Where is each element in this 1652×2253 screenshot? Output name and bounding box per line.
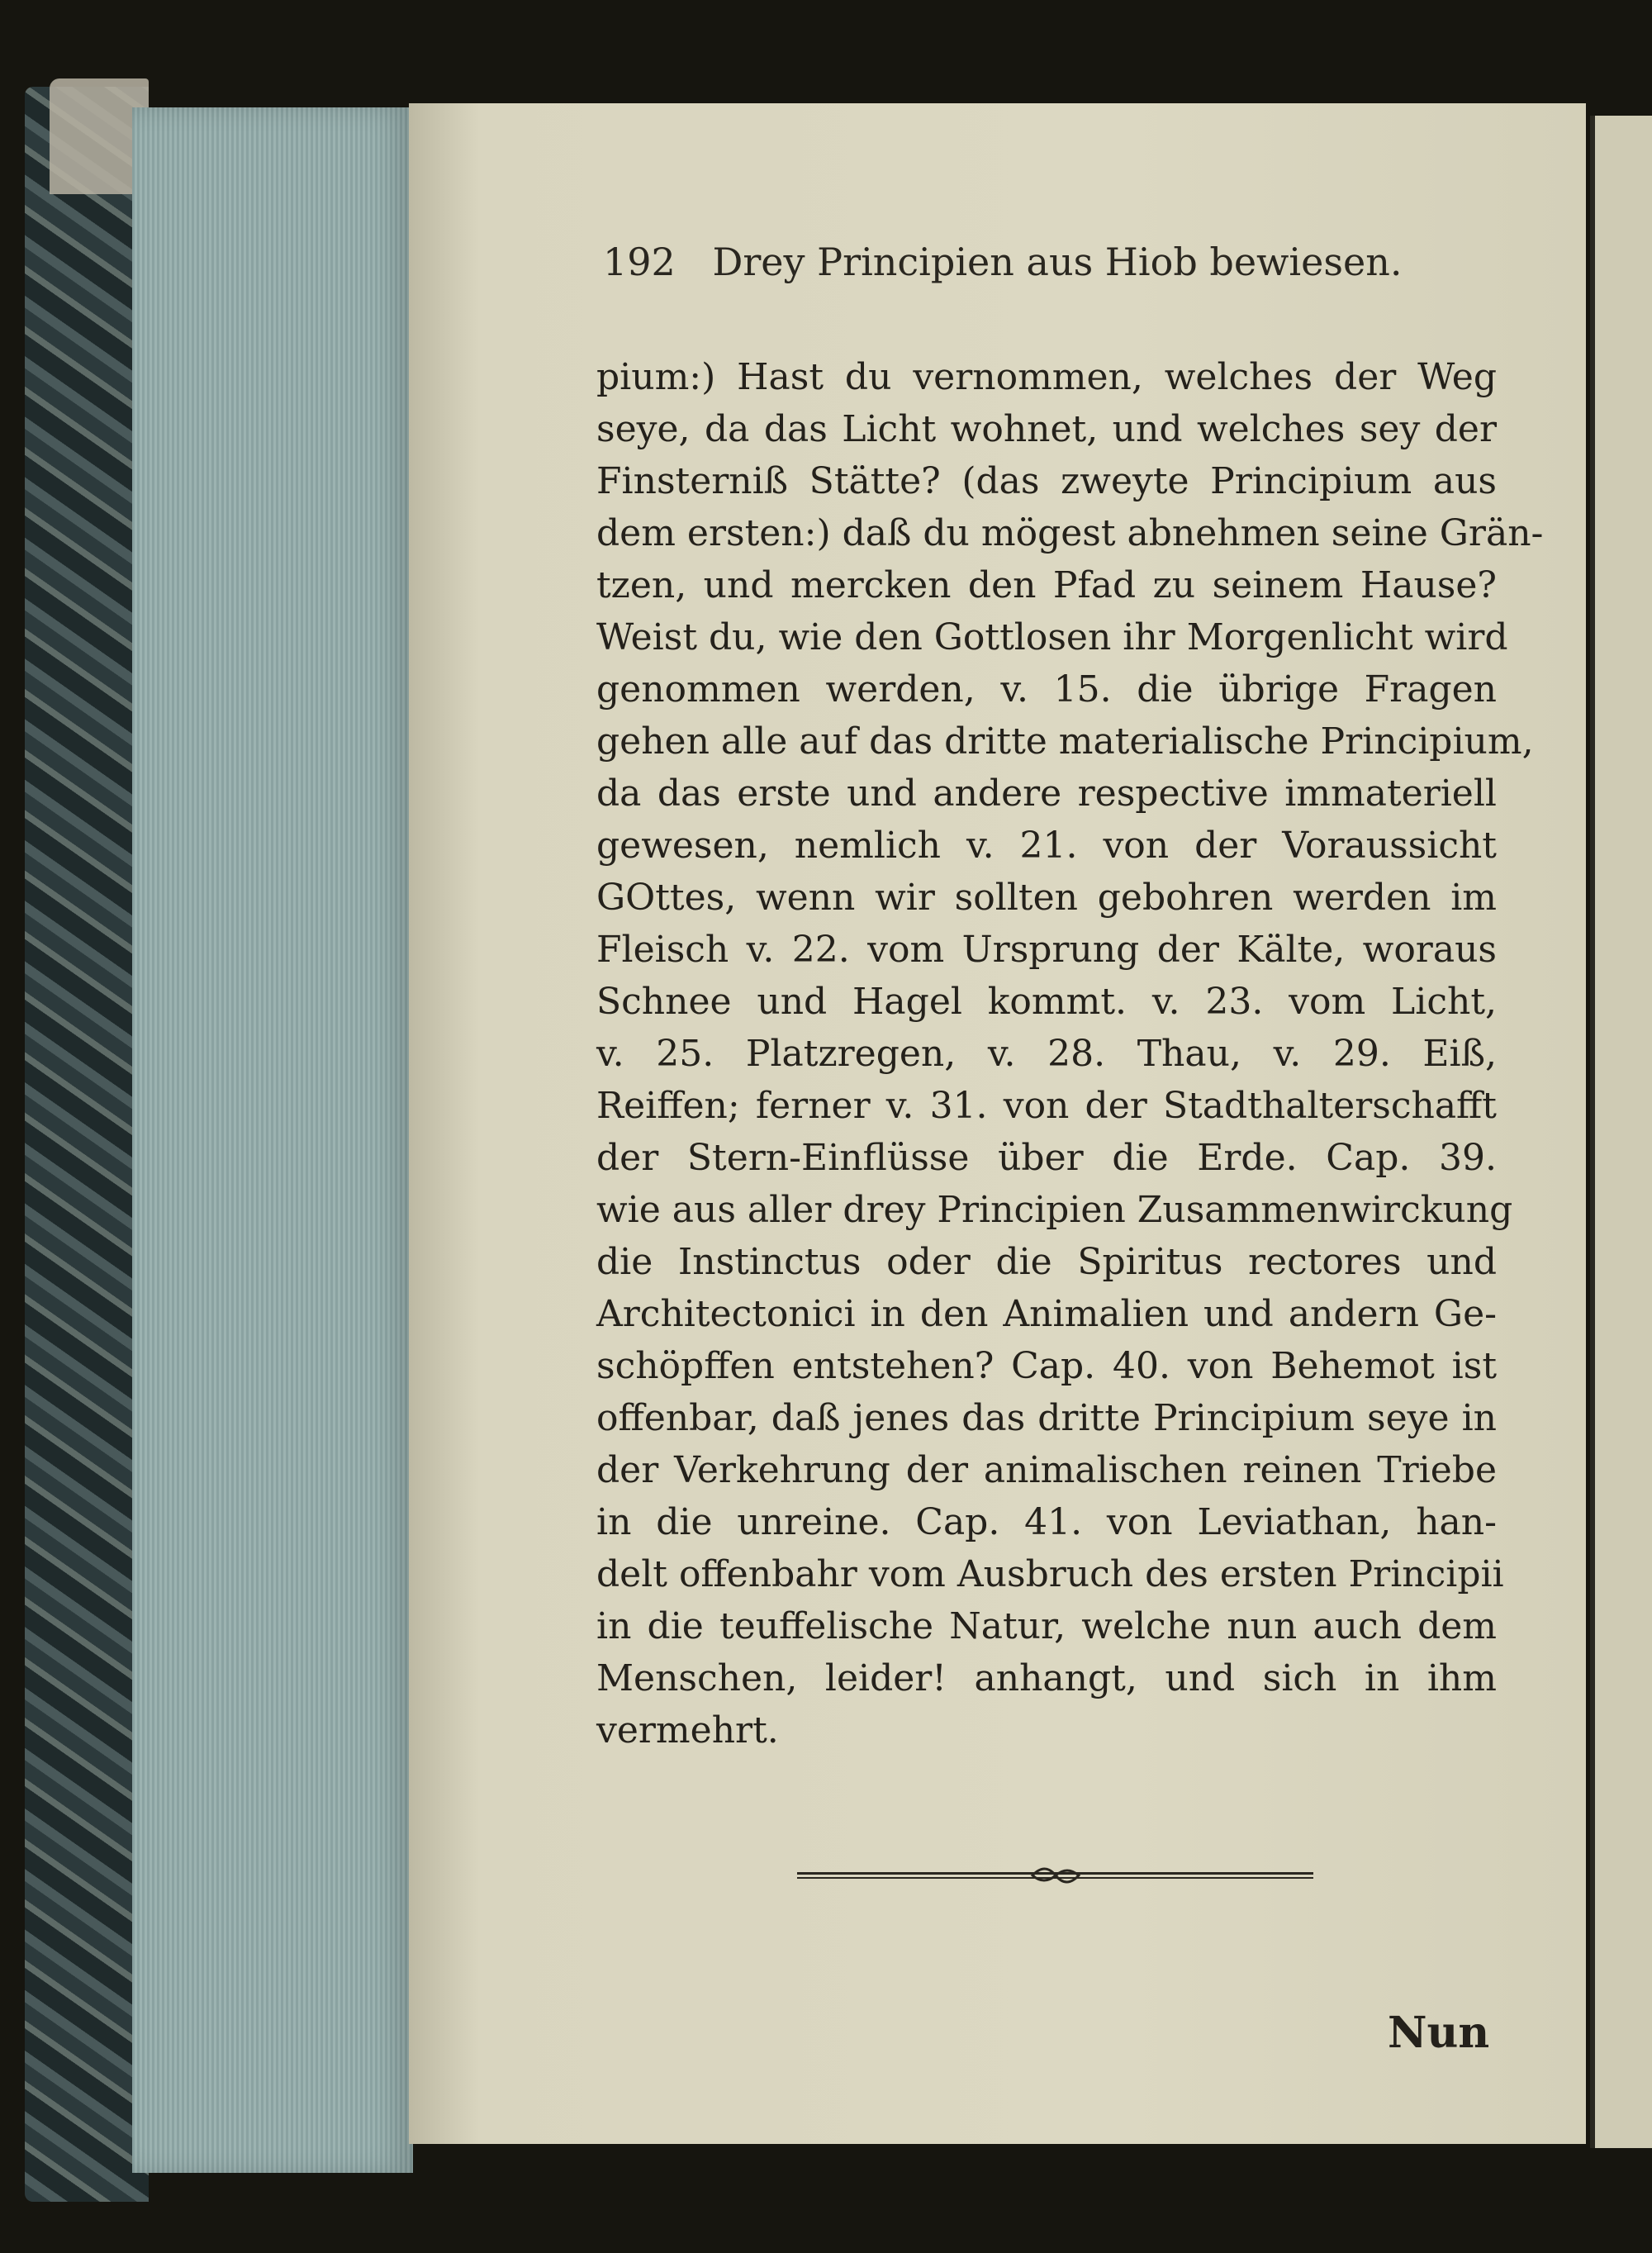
text-line: tzen, und mercken den Pfad zu seinem Hause? <box>596 564 1497 606</box>
text-line: Architectonici in den Animalien und andern Ge- <box>596 1293 1497 1335</box>
text-line: Finsterniß Stätte? (das zweyte Principium aus <box>596 460 1497 502</box>
text-line: Menschen, leider! anhangt, und sich in ihm <box>596 1657 1497 1699</box>
running-title: Drey Principien aus Hiob bewiesen. <box>712 240 1403 284</box>
text-line: der Stern-Einflüsse über die Erde. Cap. 39. <box>596 1137 1497 1179</box>
text-line: dem ersten:) daß du mögest abnehmen seine Grän- <box>596 512 1544 554</box>
text-line: die Instinctus oder die Spiritus rectores und <box>596 1241 1497 1283</box>
text-line: Weist du, wie den Gottlosen ihr Morgenlicht wird <box>596 616 1508 658</box>
text-line: seye, da das Licht wohnet, und welches sey der <box>596 408 1497 450</box>
text-line: in die unreine. Cap. 41. von Leviathan, han- <box>596 1501 1497 1543</box>
text-line: schöpffen entstehen? Cap. 40. von Behemot ist <box>596 1345 1497 1387</box>
facing-page <box>1590 116 1652 2148</box>
text-line: Fleisch v. 22. vom Ursprung der Kälte, woraus <box>596 929 1497 971</box>
running-header <box>603 240 1429 284</box>
text-line: da das erste und andere respective immateriell <box>596 772 1497 815</box>
text-line: offenbar, daß jenes das dritte Principium seye in <box>596 1397 1497 1439</box>
text-line: delt offenbahr vom Ausbruch des ersten Principii <box>596 1553 1504 1595</box>
ornamental-divider <box>797 1863 1313 1888</box>
text-line: gewesen, nemlich v. 21. von der Voraussicht <box>596 825 1497 867</box>
text-line: gehen alle auf das dritte materialische Principium, <box>596 720 1534 763</box>
text-line: v. 25. Platzregen, v. 28. Thau, v. 29. Eiß, <box>596 1033 1497 1075</box>
text-line: Reiffen; ferner v. 31. von der Stadthalterschafft <box>596 1085 1497 1127</box>
text-line: genommen werden, v. 15. die übrige Fragen <box>596 668 1497 711</box>
text-line: pium:) Hast du vernommen, welches der Weg <box>596 356 1497 398</box>
text-line: vermehrt. <box>596 1709 779 1752</box>
book-cover <box>25 87 149 2202</box>
text-line: der Verkehrung der animalischen reinen Triebe <box>596 1449 1497 1491</box>
page-number: 192 <box>603 240 676 284</box>
text-line: GOttes, wenn wir sollten gebohren werden im <box>596 877 1497 919</box>
page-edges <box>132 107 413 2173</box>
text-line: Schnee und Hagel kommt. v. 23. vom Licht, <box>596 981 1497 1023</box>
text-line: wie aus aller drey Principien Zusammenwirckung <box>596 1189 1513 1231</box>
text-line: in die teuffelische Natur, welche nun auch dem <box>596 1605 1497 1647</box>
body-text <box>596 351 1544 1756</box>
catchword: Nun <box>1388 2008 1490 2058</box>
